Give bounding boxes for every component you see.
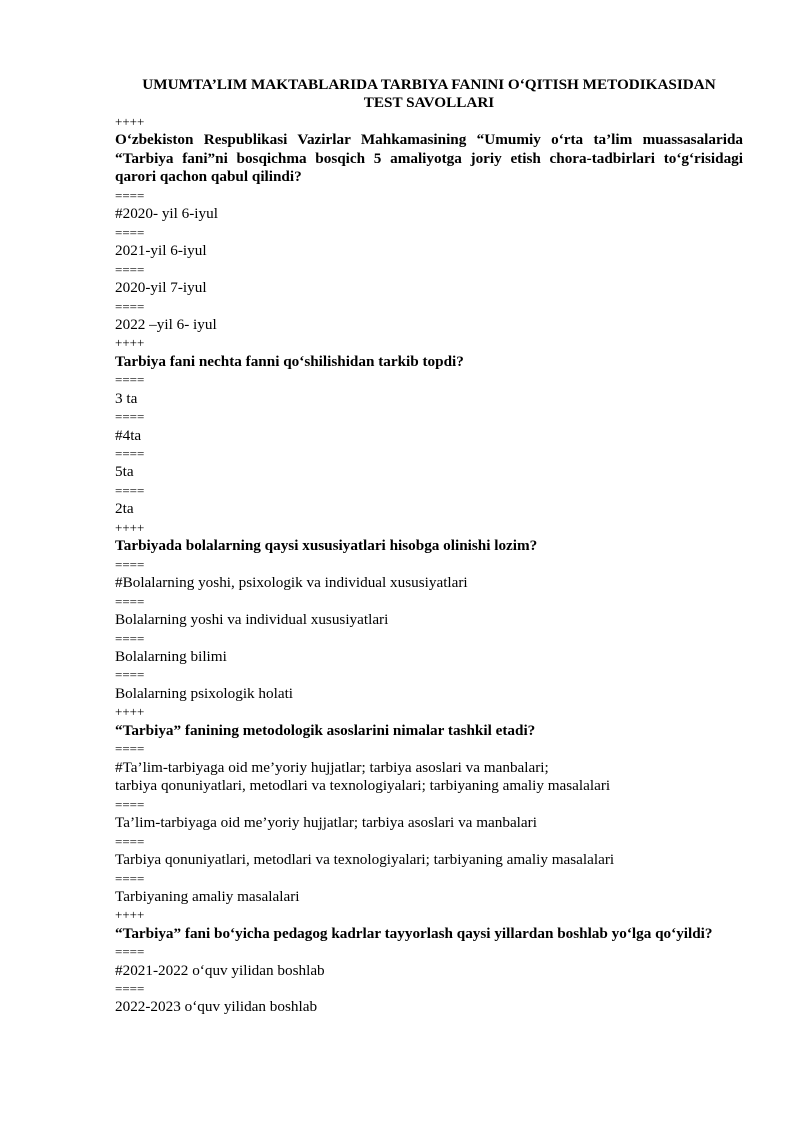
q4-option-1-line-2: tarbiya qonuniyatlari, metodlari va texnologiyalari; tarbiyaning amaliy masalalari [115, 777, 611, 795]
option-marker: ==== [115, 630, 145, 646]
option-marker: ==== [115, 741, 145, 757]
option-marker: ==== [115, 298, 145, 314]
question-5: “Tarbiya” fani bo‘yicha pedagog kadrlar tayyorlash qaysi yillardan boshlab yo‘lga qo‘yildi? [115, 924, 713, 942]
q1-option-1: #2020- yil 6-iyul [115, 205, 218, 223]
question-marker: ++++ [115, 519, 145, 535]
title-line-1: UMUMTA’LIM MAKTABLARIDA TARBIYA FANINI O‘QITISH METODIKASIDAN [142, 76, 716, 93]
document-page [115, 76, 743, 1017]
q4-option-2: Ta’lim-tarbiyaga oid me’yoriy hujjatlar; tarbiya asoslari va manbalari [115, 814, 537, 832]
q4-option-3: Tarbiya qonuniyatlari, metodlari va texnologiyalari; tarbiyaning amaliy masalalari [115, 850, 615, 868]
q5-option-1: #2021-2022 o‘quv yilidan boshlab [115, 961, 325, 979]
option-marker: ==== [115, 593, 145, 609]
option-marker: ==== [115, 667, 145, 683]
option-marker: ==== [115, 224, 145, 240]
q3-option-4: Bolalarning psixologik holati [115, 684, 294, 702]
question-3: Tarbiyada bolalarning qaysi xususiyatlari hisobga olinishi lozim? [115, 537, 538, 555]
q5-option-2: 2022-2023 o‘quv yilidan boshlab [115, 998, 318, 1016]
q1-option-3: 2020-yil 7-iyul [115, 278, 207, 296]
question-2: Tarbiya fani nechta fanni qo‘shilishidan tarkib topdi? [115, 352, 464, 370]
question-marker: ++++ [115, 335, 145, 351]
question-1: O‘zbekiston Respublikasi Vazirlar Mahkamasining “Umumiy o‘rta ta’lim muassasalarida “Tarbiya fani”ni bosqichma bosqich 5 amaliyotga joriy etish chora-tadbirlari to‘g‘risidagi qarori qachon qabul qilindi? [115, 131, 743, 186]
option-marker: ==== [115, 483, 145, 499]
question-marker: ++++ [115, 113, 145, 129]
option-marker: ==== [115, 981, 145, 997]
option-marker: ==== [115, 187, 145, 203]
q2-option-2: #4ta [115, 426, 142, 444]
document-title [115, 76, 743, 113]
q3-option-1: #Bolalarning yoshi, psixologik va individual xususiyatlari [115, 574, 468, 592]
option-marker: ==== [115, 944, 145, 960]
question-4: “Tarbiya” fanining metodologik asoslarini nimalar tashkil etadi? [115, 721, 536, 739]
option-marker: ==== [115, 372, 145, 388]
title-line-2: TEST SAVOLLARI [363, 94, 495, 112]
question-marker: ++++ [115, 704, 145, 720]
option-marker: ==== [115, 446, 145, 462]
option-marker: ==== [115, 261, 145, 277]
question-marker: ++++ [115, 907, 145, 923]
q4-option-4: Tarbiyaning amaliy masalalari [115, 887, 300, 905]
option-marker: ==== [115, 556, 145, 572]
q2-option-1: 3 ta [115, 389, 138, 407]
q1-option-2: 2021-yil 6-iyul [115, 242, 207, 260]
q3-option-2: Bolalarning yoshi va individual xususiyatlari [115, 610, 389, 628]
q4-option-1 [115, 759, 743, 796]
q4-option-1-line-1: #Ta’lim-tarbiyaga oid me’yoriy hujjatlar; tarbiya asoslari va manbalari; [115, 758, 549, 776]
q1-option-4: 2022 –yil 6- iyul [115, 315, 217, 333]
option-marker: ==== [115, 409, 145, 425]
option-marker: ==== [115, 833, 145, 849]
q3-option-3: Bolalarning bilimi [115, 647, 227, 665]
q2-option-4: 2ta [115, 500, 134, 518]
option-marker: ==== [115, 796, 145, 812]
option-marker: ==== [115, 870, 145, 886]
q2-option-3: 5ta [115, 463, 134, 481]
